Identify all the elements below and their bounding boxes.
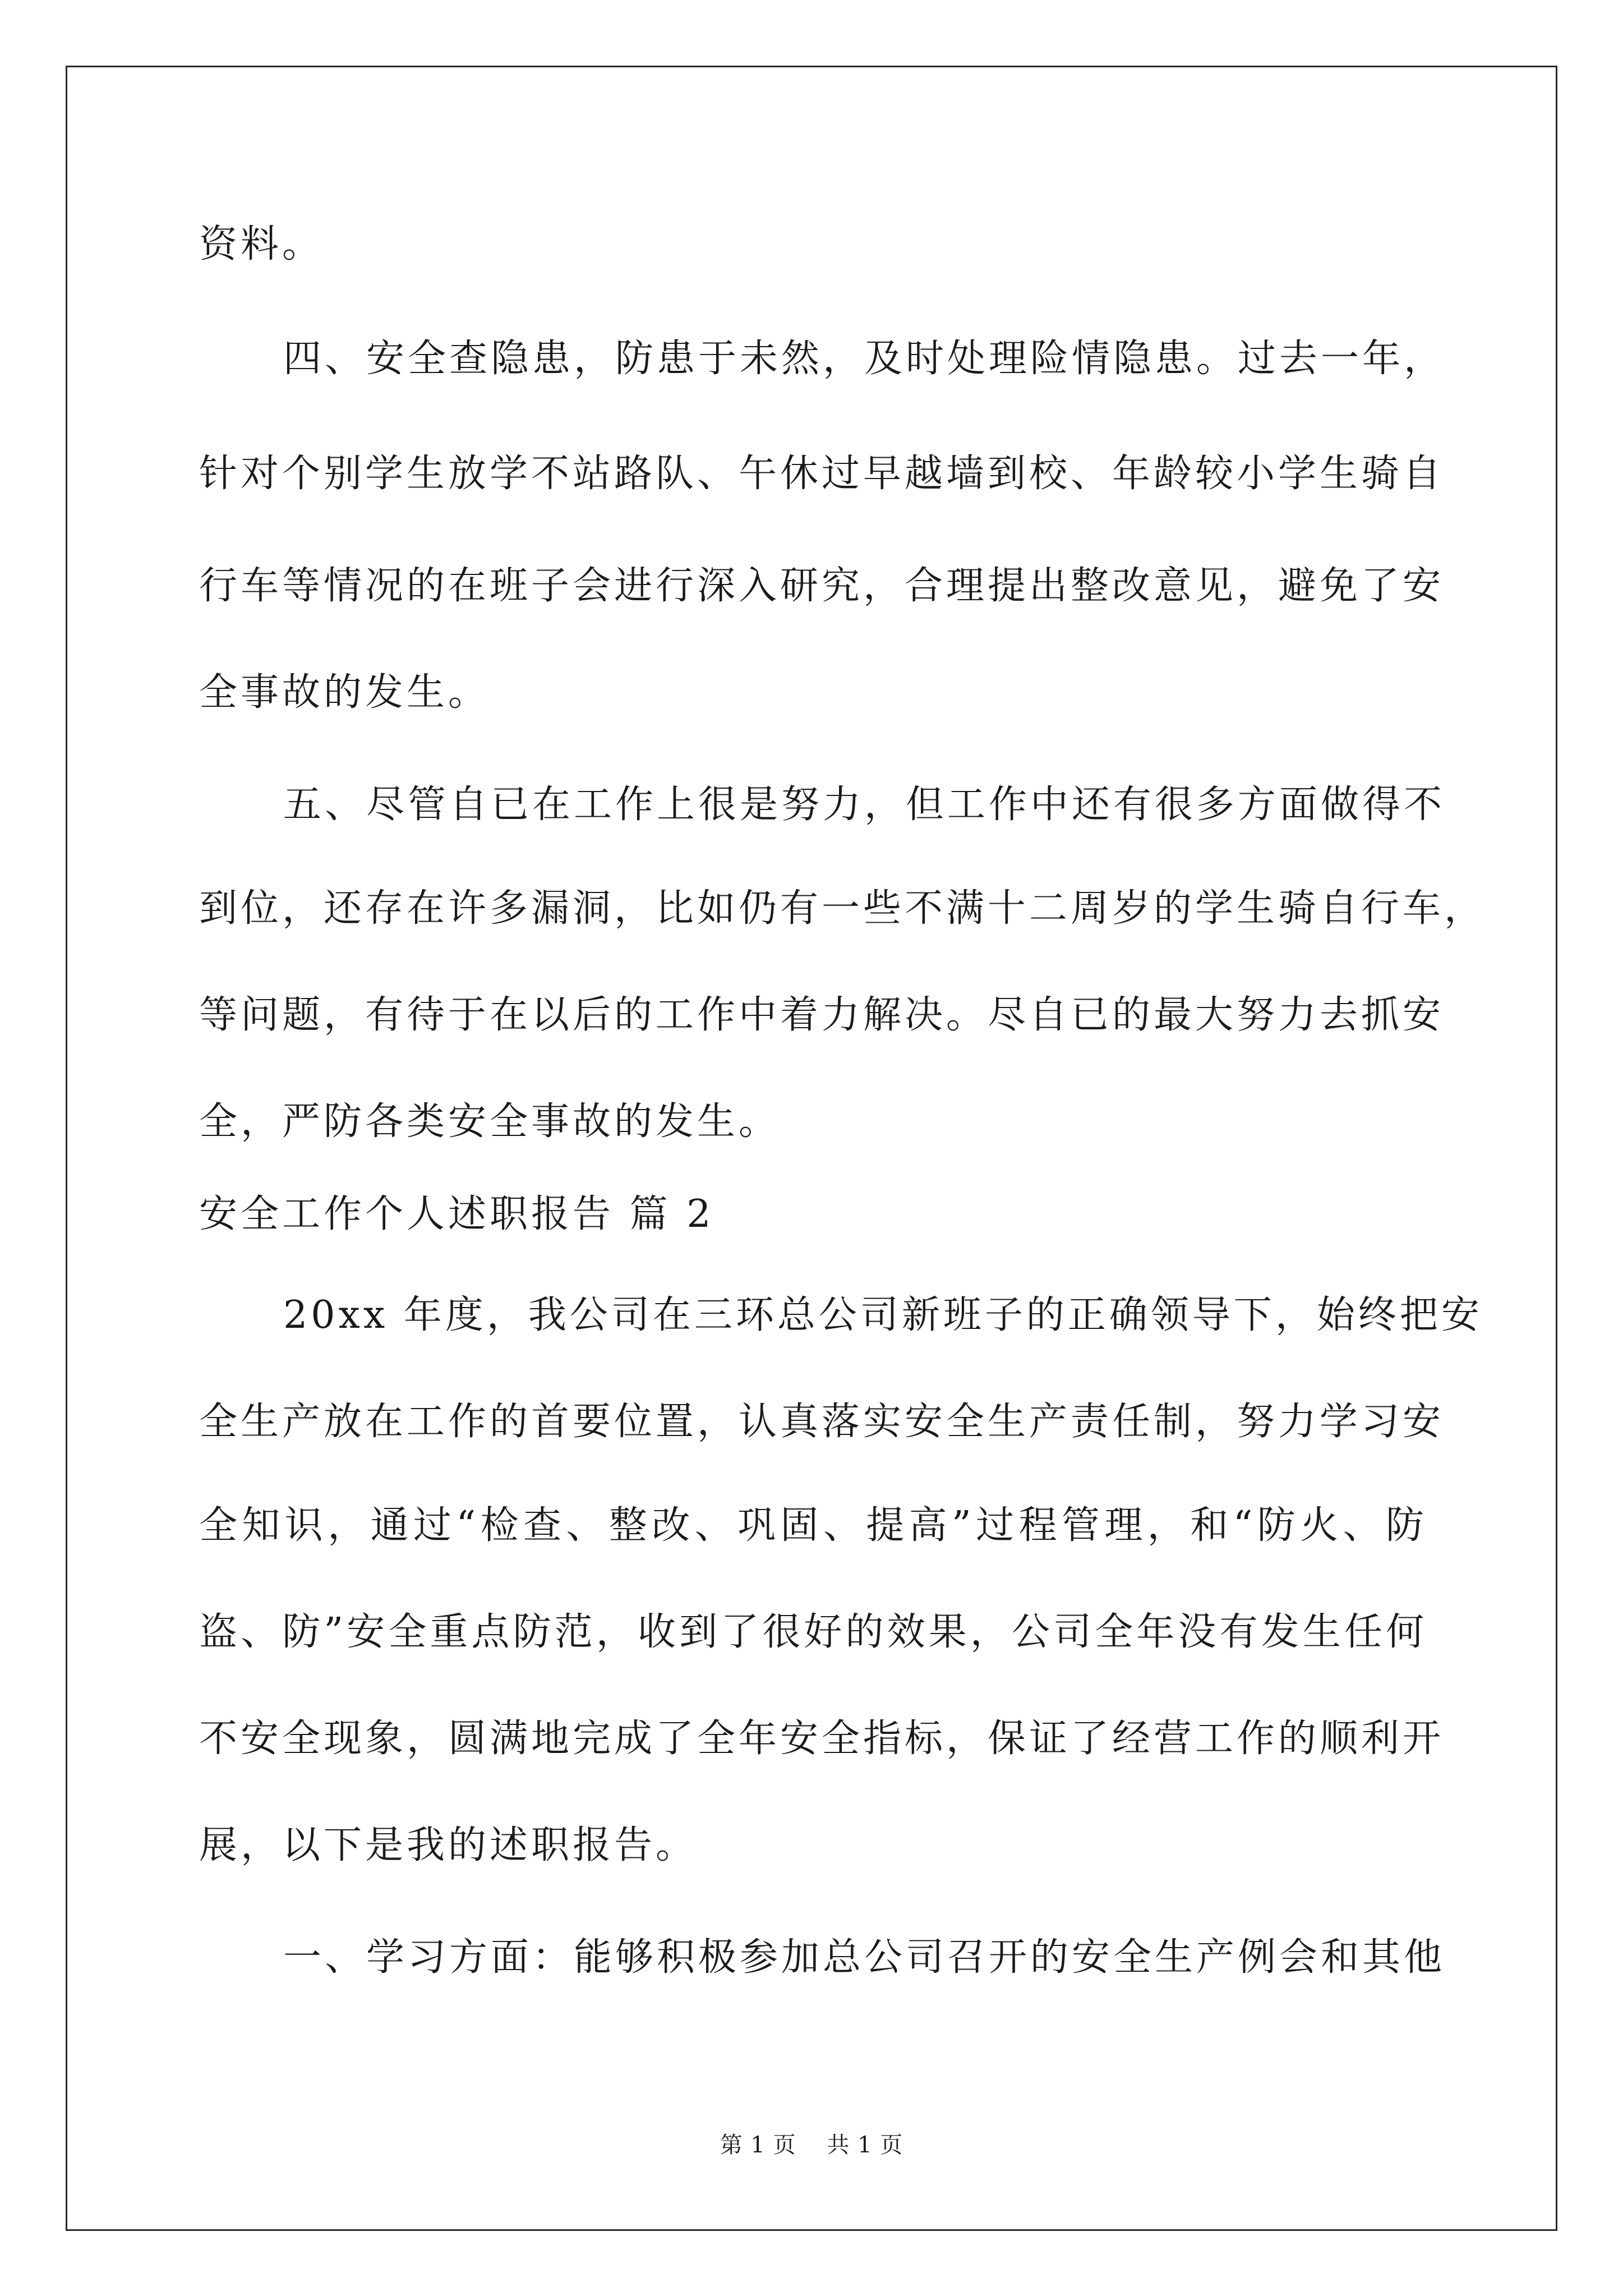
paragraph-line: 等问题，有待于在以后的工作中着力解决。尽自已的最大努力去抓安 <box>199 993 1445 1037</box>
paragraph-line: 针对个别学生放学不站路队、午休过早越墙到校、年龄较小学生骑自 <box>199 452 1445 496</box>
paragraph-line: 全生产放在工作的首要位置，认真落实安全生产责任制，努力学习安 <box>199 1400 1445 1444</box>
paragraph-line: 全事故的发生。 <box>199 670 490 715</box>
paragraph-line: 展，以下是我的述职报告。 <box>199 1823 698 1867</box>
paragraph-line: 20xx 年度，我公司在三环总公司新班子的正确领导下，始终把安 <box>283 1293 1483 1337</box>
paragraph-line: 一、学习方面：能够积极参加总公司召开的安全生产例会和其他 <box>283 1935 1446 1980</box>
paragraph-line: 行车等情况的在班子会进行深入研究，合理提出整改意见，避免了安 <box>199 564 1445 608</box>
paragraph-line: 到位，还存在许多漏洞，比如仍有一些不满十二周岁的学生骑自行车， <box>199 886 1486 931</box>
paragraph-line: 全知识，通过“检查、整改、巩固、提高”过程管理，和“防火、防 <box>199 1503 1427 1548</box>
paragraph-line: 四、安全查隐患，防患于未然，及时处理险情隐患。过去一年， <box>283 337 1446 381</box>
paragraph-line: 资料。 <box>199 222 324 266</box>
paragraph-line: 五、尽管自已在工作上很是努力，但工作中还有很多方面做得不 <box>283 783 1446 827</box>
paragraph-line: 全，严防各类安全事故的发生。 <box>199 1099 781 1144</box>
page-border <box>66 66 1557 2231</box>
paragraph-line: 盗、防”安全重点防范，收到了很好的效果，公司全年没有发生任何 <box>199 1610 1427 1654</box>
section-heading: 安全工作个人述职报告 篇 2 <box>199 1192 714 1236</box>
paragraph-line: 不安全现象，圆满地完成了全年安全指标，保证了经营工作的顺利开 <box>199 1717 1445 1761</box>
page-footer: 第 1 页 共 1 页 <box>720 2132 903 2158</box>
